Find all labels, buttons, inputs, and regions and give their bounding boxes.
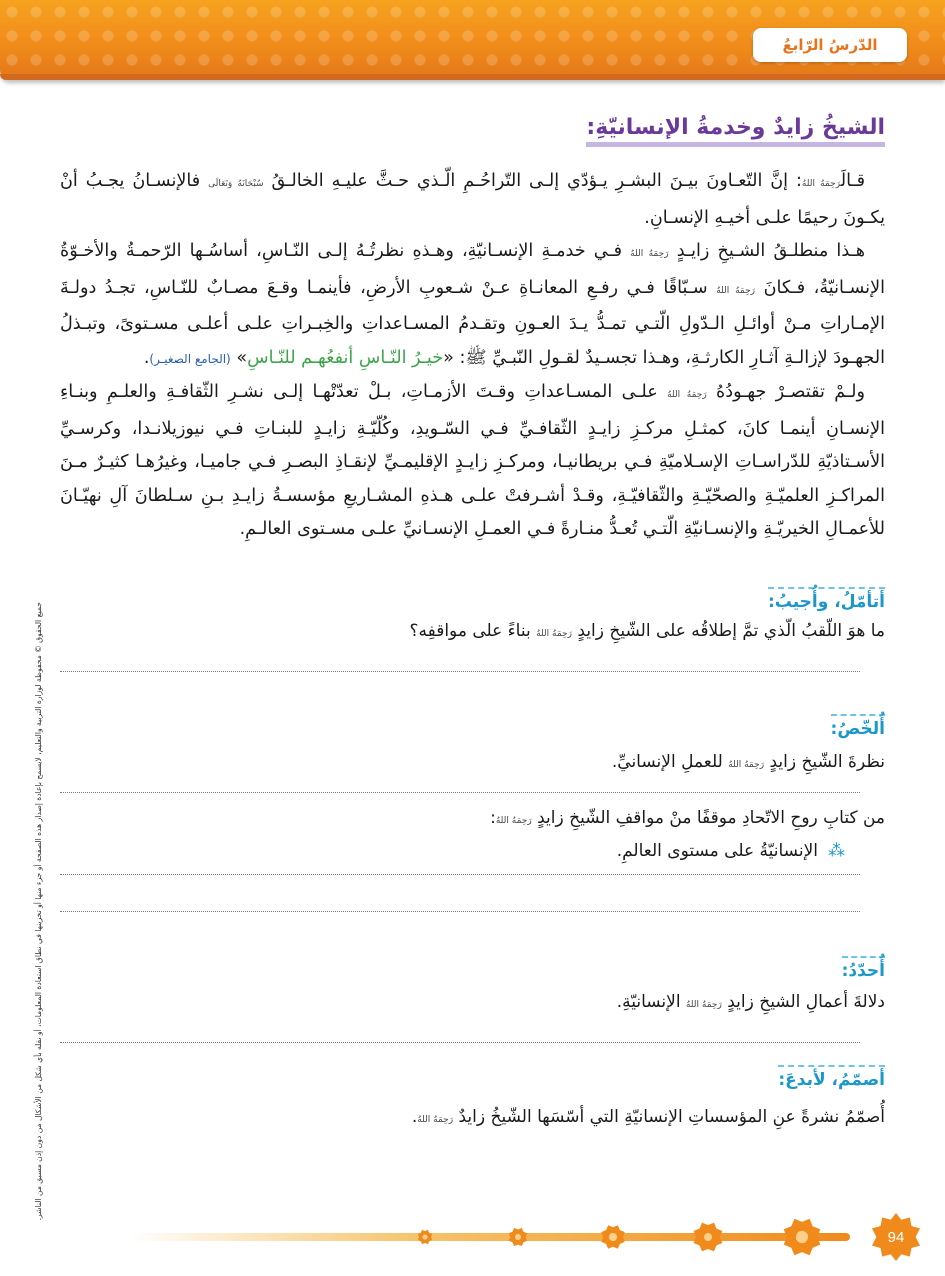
honorific: رَحِمَهُ اللهُ <box>495 815 532 826</box>
section-design <box>60 1065 885 1135</box>
answer-line[interactable] <box>60 1042 860 1043</box>
lesson-tab <box>753 28 907 62</box>
section-heading: أُلخّصُ: <box>831 714 885 739</box>
p2-text-a: هـذا منطلـقُ الشـيخِ زايـدٍ <box>676 241 865 261</box>
footer-ribbon <box>130 1233 850 1241</box>
bullet-text: الإنسانيّةُ على مستوى العالمِ. <box>616 840 818 861</box>
answer-line[interactable] <box>60 911 860 912</box>
lesson-title: الشيخُ زايدٌ وخدمةُ الإنسانيّةِ: <box>586 115 885 147</box>
answer-line[interactable] <box>60 792 860 793</box>
hadith-reference: (الجامع الصغيـر) <box>149 351 231 366</box>
honorific: رَحِمَهُ اللهُ <box>728 759 765 770</box>
honorific: رَحِمَهُ اللهُ <box>716 285 756 296</box>
p1-text-b: : إنَّ التّعـاونَ بيـنَ البشـرِ يـؤدّي إلـى التّراحُـمِ الّـذي حـثَّ عليـهِ الخالـقُ <box>271 171 802 191</box>
copyright-note: جميع الحقوق © محفوظة لوزارة التربية والتعليم، لايسمح بإعادة إصدار هذه الصفحة أو جزء منها أو تخزينها في نطاق استعادة المعلومات، أو نقله بأي شكل من الأشكال من دون إذن مسبق من الناشر. <box>34 602 43 1221</box>
honorific: رَحِمَهُ اللهُ <box>801 179 841 189</box>
lesson-label: الدّرسُ الرّابعُ <box>782 36 878 54</box>
section-heading: أصمّمُ، لأبدعَ: <box>778 1065 885 1090</box>
page-number-badge <box>872 1213 920 1261</box>
question-part: . <box>411 1106 418 1127</box>
flower-ornament-icon <box>601 1225 625 1249</box>
paragraph-3 <box>60 376 885 547</box>
question-part: بناءً على مواقفِه؟ <box>409 620 531 641</box>
p2-text-b: فـي خدمـةِ الإنسـانيّةِ، وهـذهِ نظرتُـهُ إلـى النّـاسِ، أساسُـها الرّحمـةُ والأخـوّةُ الإنسـانيّةُ، فـكانَ <box>60 241 886 298</box>
p2-text-d: » <box>236 347 248 368</box>
honorific: رَحِمَهُ اللهُ <box>667 390 707 400</box>
p3-text-b: علـى المسـاعداتِ وقـتَ الأزمـاتِ، بـلْ تعدّتْهـا إلـى نشـرِ الثّقافـةِ والعلـمِ وبنـاءِ الإنسـانِ أينمـا كانَ، كمثـلِ مركـزِ زايـدٍ الثّقافـيِّ فـي السّـويدِ، وكُلّيّـةِ زايـدٍ للبنـاتِ فـي نيوزيلانـدا، وكرسـيِّ الأسـتاذيّةِ للدّراسـاتِ الإسـلاميّةِ فـي بريطانيـا، ومركـزِ زايـدٍ الإقليمـيِّ لإنقـاذِ البصـرِ فـي جاميـا، وغيرُهـا كثيـرٌ مـنَ المراكـزِ العلميّـةِ والصحّيّـةِ والثّقافيّـةِ، وقـدْ أشـرفتْ علـى هـذهِ المشـاريعِ مؤسسـةُ زايـدِ بـنِ سـلطانَ آلِ نهيّـانَ للأعمـالِ الخيريّـةِ والإنسـانيّةِ الّتـي تُعـدُّ منـارةً فـي العمـلِ الإنسـانيِّ علـى مسـتوى العالـمِ. <box>60 382 885 539</box>
section-reflect <box>60 587 885 672</box>
lesson-content <box>60 115 885 1135</box>
p1-text-a: قـالَ <box>840 171 866 191</box>
honorific: رَحِمَهُ اللهُ <box>630 249 669 259</box>
page-number: 94 <box>887 1228 905 1246</box>
section-summarize <box>60 714 885 912</box>
paragraph-2 <box>60 235 885 376</box>
question-part: الإنسانيّةِ. <box>616 991 681 1012</box>
question-text <box>60 747 885 780</box>
question-part: نظرةَ الشّيخِ زايدٍ <box>769 751 885 772</box>
flower-ornament-icon <box>694 1223 723 1252</box>
question-part: من كتابِ روحِ الاتّحادِ موقفًا منْ مواقفِ الشّيخِ زايدٍ <box>537 807 885 828</box>
p3-text-a: ولـمْ تقتصـرْ جهـودُهُ <box>716 382 865 402</box>
hadith-quote: خيـرُ النّـاسِ أنفعُهـم للنّـاسِ <box>247 347 444 368</box>
question-part: : <box>490 807 496 828</box>
question-text <box>60 987 885 1020</box>
paragraph-1 <box>60 165 885 235</box>
question-text <box>60 803 885 836</box>
question-part: دلالةَ أعمالِ الشيخِ زايدٍ <box>727 991 885 1012</box>
answer-line[interactable] <box>60 874 860 875</box>
question-text <box>60 1102 885 1135</box>
honorific: رَحِمَهُ اللهُ <box>536 628 572 639</box>
flower-ornament-icon <box>418 1230 432 1244</box>
question-text <box>60 616 885 649</box>
answer-line[interactable] <box>60 671 860 672</box>
honorific: سُبْحَانَهُ وَتَعَالَى <box>208 179 264 189</box>
section-heading: أتأمّلُ، وأُجيبُ: <box>768 587 885 612</box>
flower-ornament-icon <box>784 1219 821 1256</box>
flower-ornament-icon <box>509 1228 527 1246</box>
star-bullet-icon: ⁂ <box>828 840 845 861</box>
p2-text-c: سـبّاقًا فـي رفـعِ المعانـاةِ عـنْ شـعوبِ الأرضِ، فأينمـا وقـعَ مصـابٌ للنّـاسِ، تجـدُ دولـةَ الإمـاراتِ مـنْ أوائـلِ الـدّولِ الّتـي تمـدُّ يـدَ العـونِ وتقـدمُ المسـاعداتِ والخِبـراتِ علـى أعلـى مسـتوىً، وتبـذلُ الجهـودَ لإزالـةِ آثـارِ الكارثـةِ، وهـذا تجسـيدٌ لقـولِ النّبـيِّ ﷺ: « <box>60 277 885 368</box>
bullet-item <box>60 836 845 866</box>
title-wrap <box>60 115 885 165</box>
section-determine <box>60 956 885 1043</box>
question-part: أُصمّمُ نشرةً عنِ المؤسساتِ الإنسانيّةِ التي أسّسَها الشّيخُ زايدٌ <box>458 1106 885 1127</box>
question-part: ما هوَ اللّقبُ الّذي تمَّ إطلاقُه على الشّيخِ زايدٍ <box>577 620 885 641</box>
honorific: رَحِمَهُ اللهُ <box>417 1114 454 1125</box>
p2-text-e: . <box>143 347 150 368</box>
question-part: للعملِ الإنسانيِّ. <box>611 751 723 772</box>
p1-text-c: فالإنسـانُ يجـبُ أنْ يكـونَ رحيمًا علـى أخيـهِ الإنسـانِ. <box>60 171 885 228</box>
page-header-band <box>0 0 945 80</box>
honorific: رَحِمَهُ اللهُ <box>685 999 722 1010</box>
section-heading: أُحدّدُ: <box>842 956 885 981</box>
